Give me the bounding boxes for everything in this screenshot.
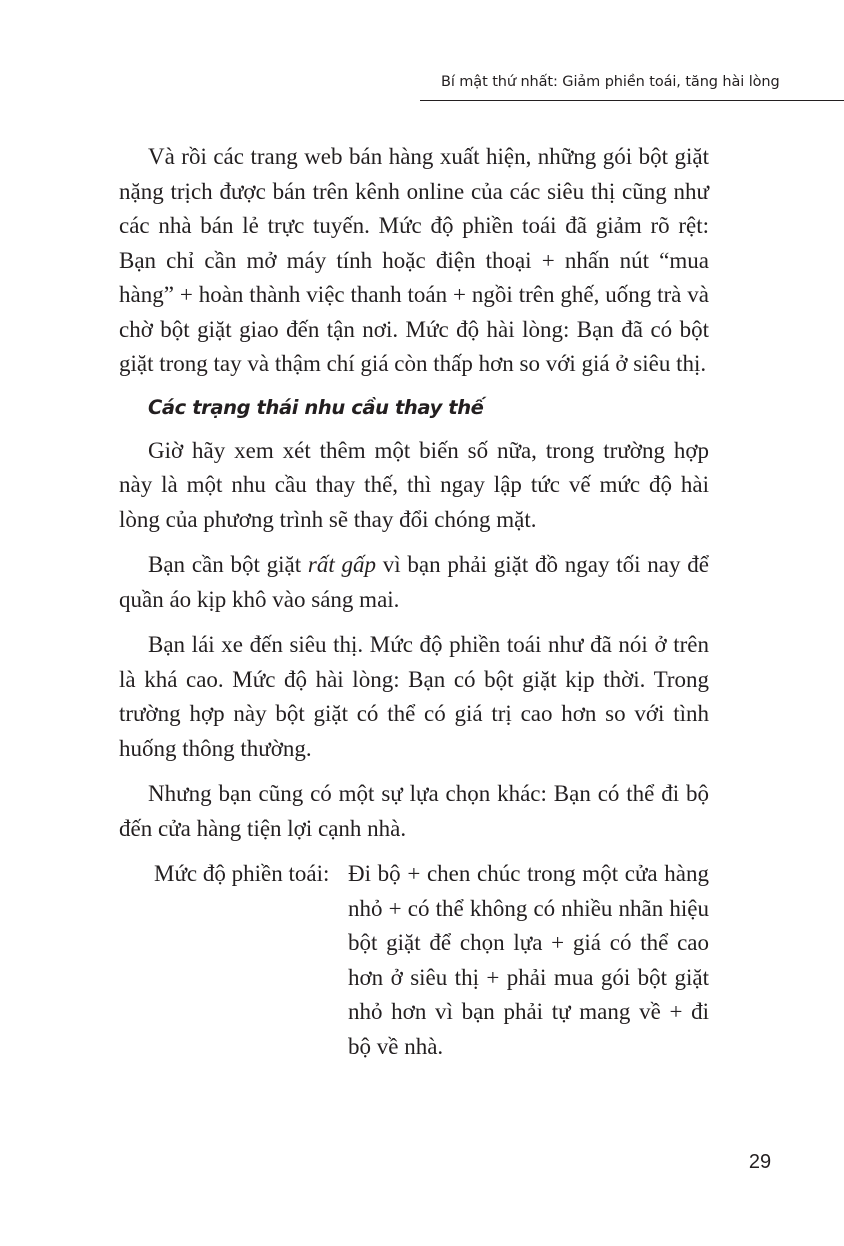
section-heading: Các trạng thái nhu cầu thay thế bbox=[148, 395, 484, 419]
paragraph-text: vì bạn phải giặt đồ ngay tối nay để quần áo kịp khô vào sáng mai. bbox=[119, 552, 709, 612]
running-header bbox=[420, 74, 844, 101]
page-number: 29 bbox=[748, 1151, 772, 1173]
definition-value: Đi bộ + chen chúc trong một cửa hàng nhỏ + có thể không có nhiều nhãn hiệu bột giặt để chọn lựa + giá có thể cao hơn ở siêu thị + phải mua gói bột giặt nhỏ hơn vì bạn phải tự mang về + đi bộ về nhà. bbox=[348, 861, 709, 1059]
definition-label: Mức độ phiền toái: bbox=[154, 861, 330, 886]
definition-item bbox=[119, 857, 709, 1064]
paragraph: Bạn lái xe đến siêu thị. Mức độ phiền toái như đã nói ở trên là khá cao. Mức độ hài lòng: Bạn có bột giặt kịp thời. Trong trường hợp này bột giặt có thể có giá trị cao hơn so với tình huống thông thường. bbox=[119, 632, 709, 761]
paragraph bbox=[119, 548, 709, 617]
paragraph: Và rồi các trang web bán hàng xuất hiện, những gói bột giặt nặng trịch được bán trên kênh online của các siêu thị cũng như các nhà bán lẻ trực tuyến. Mức độ phiền toái đã giảm rõ rệt: Bạn chỉ cần mở máy tính hoặc điện thoại + nhấn nút “mua hàng” + hoàn thành việc thanh toán + ngồi trên ghế, uống trà và chờ bột giặt giao đến tận nơi. Mức độ hài lòng: Bạn đã có bột giặt trong tay và thậm chí giá còn thấp hơn so với giá ở siêu thị. bbox=[119, 144, 709, 376]
paragraph-text: Bạn cần bột giặt bbox=[148, 552, 308, 577]
page-body bbox=[119, 140, 709, 1064]
paragraph: Giờ hãy xem xét thêm một biến số nữa, trong trường hợp này là một nhu cầu thay thế, thì ngay lập tức vế mức độ hài lòng của phương trình sẽ thay đổi chóng mặt. bbox=[119, 437, 709, 532]
emphasis-text: rất gấp bbox=[307, 552, 377, 577]
running-header-title: Bí mật thứ nhất: Giảm phiền toái, tăng hài lòng bbox=[441, 74, 780, 90]
paragraph: Nhưng bạn cũng có một sự lựa chọn khác: Bạn có thể đi bộ đến cửa hàng tiện lợi cạnh nhà. bbox=[119, 781, 709, 841]
